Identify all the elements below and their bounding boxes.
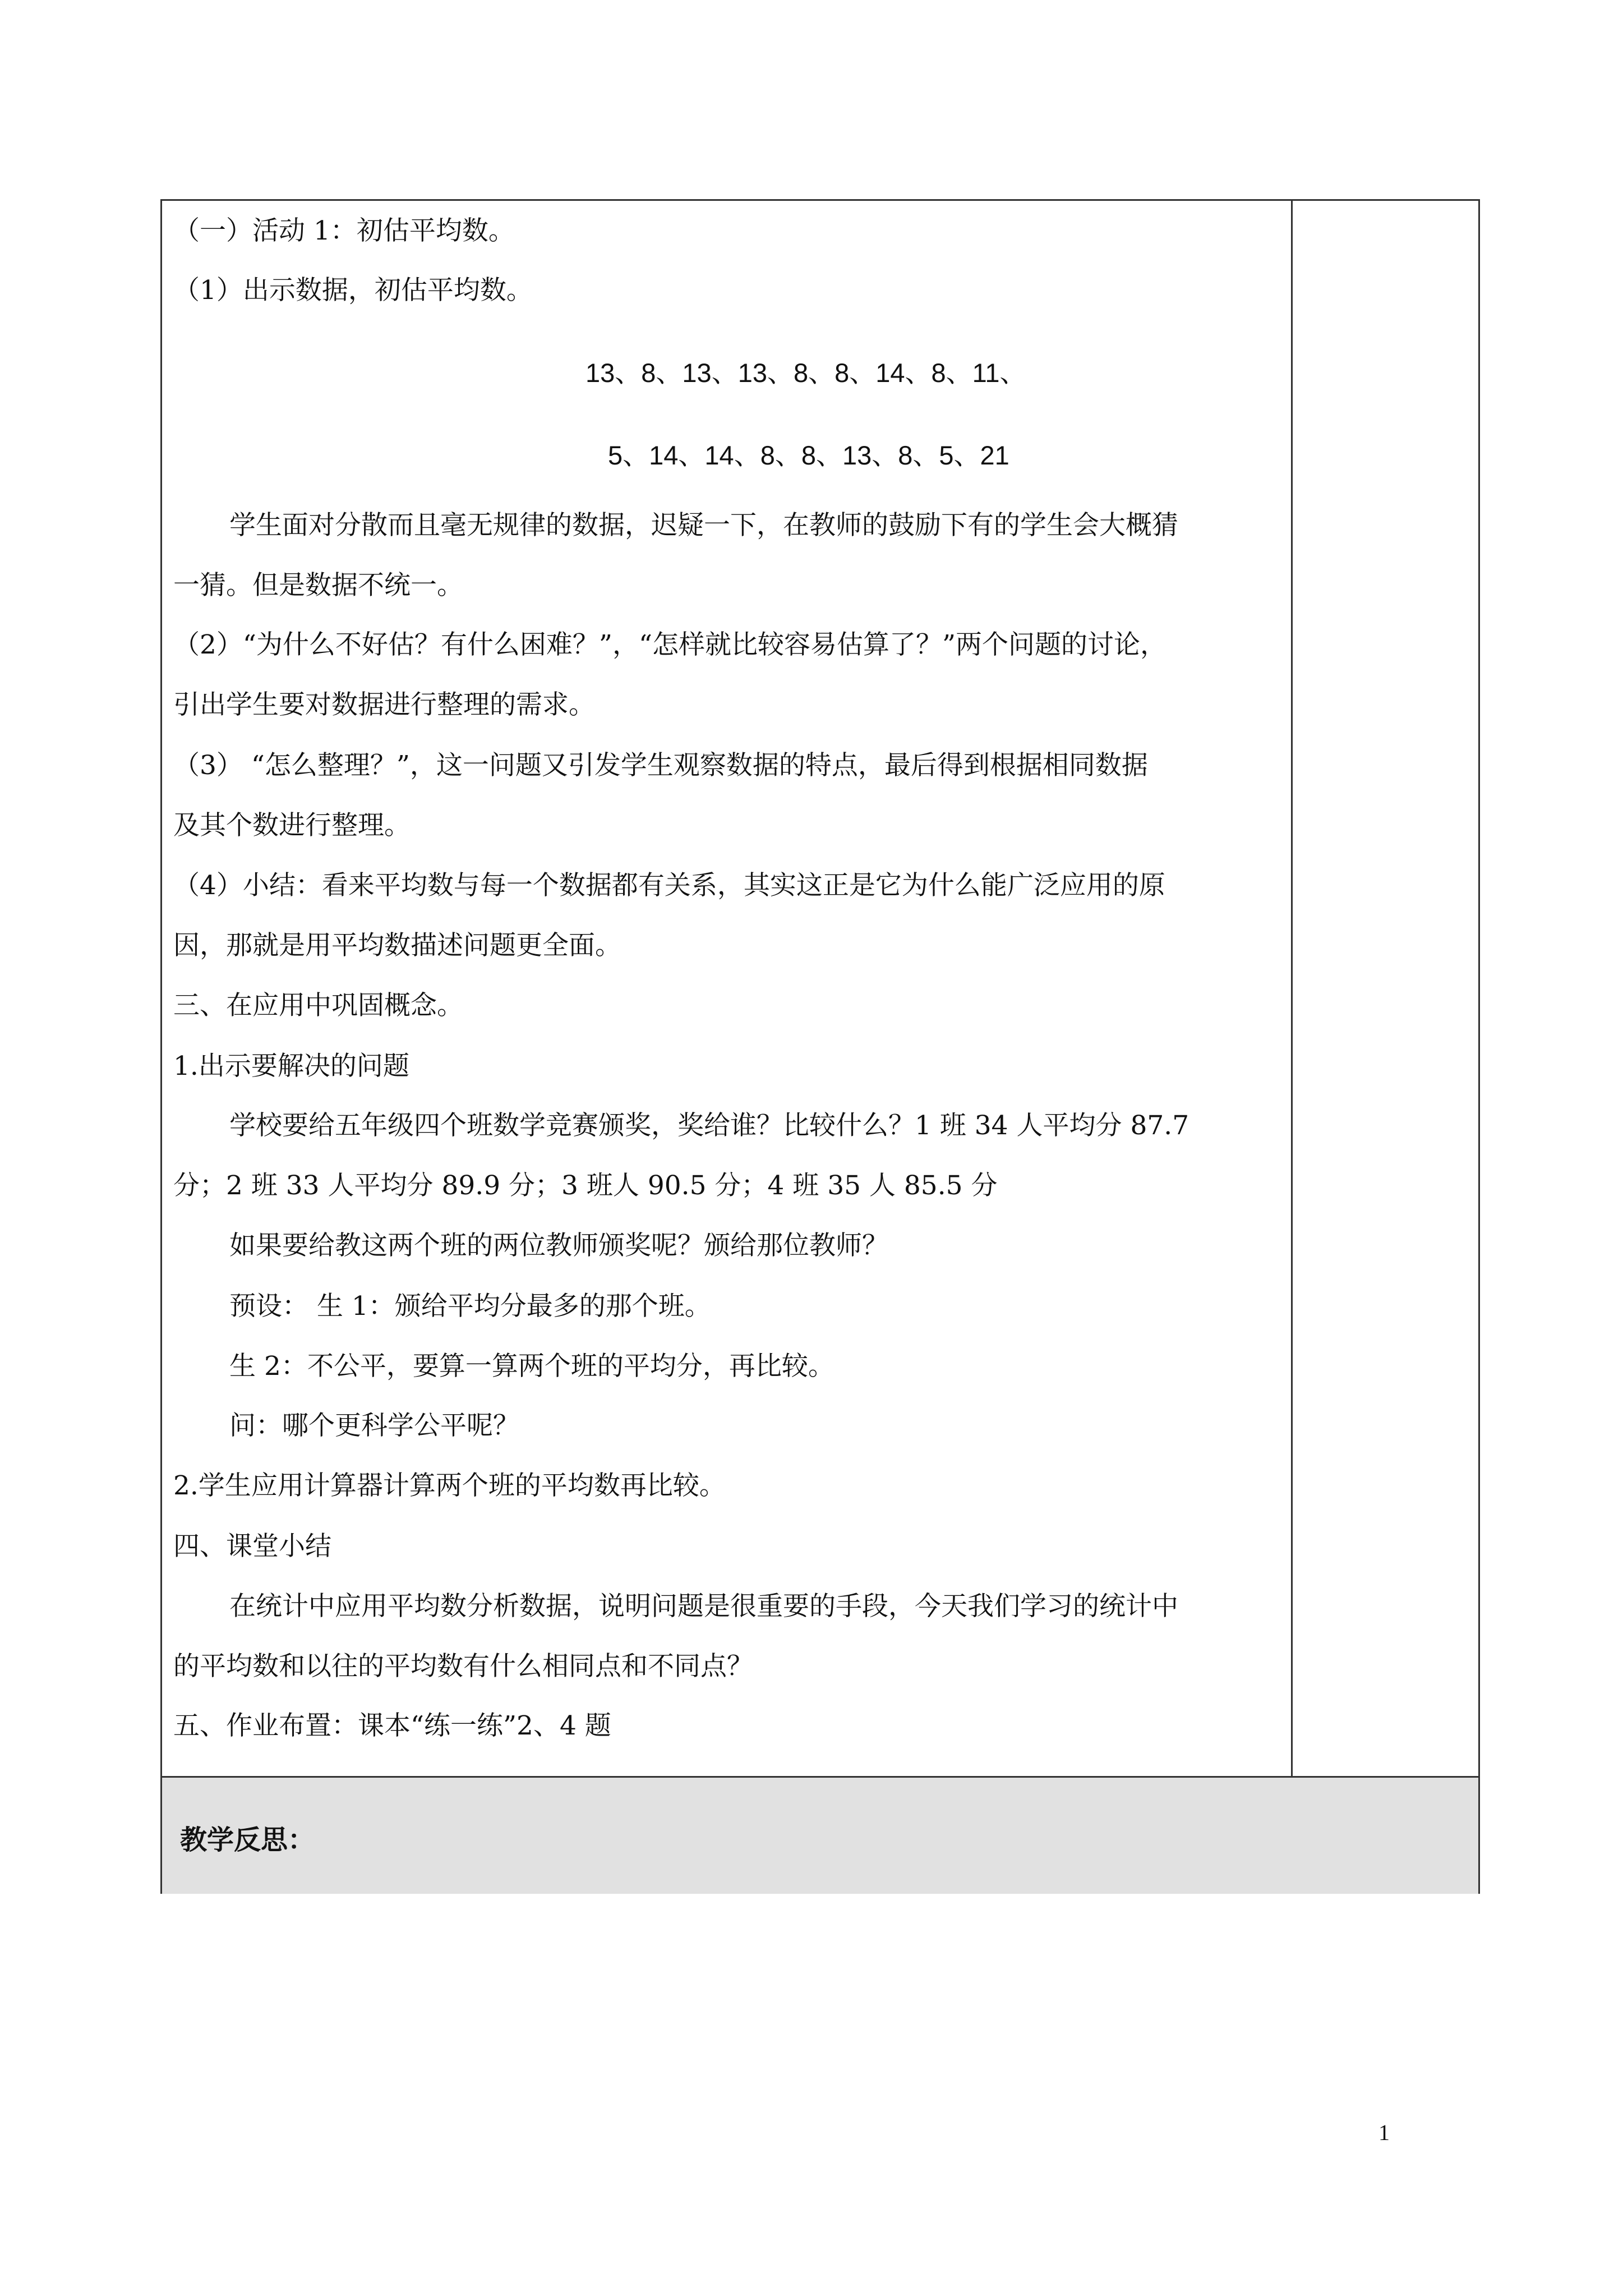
reflection-label: 教学反思： [180,1824,315,1856]
paragraph-line: 因，那就是用平均数描述问题更全面。 [173,930,621,961]
data-row-1: 13、8、13、13、8、8、14、8、11、 [585,358,1026,388]
subsection-2: 2.学生应用计算器计算两个班的平均数再比较。 [173,1470,726,1501]
paragraph-line: 生 2：不公平，要算一算两个班的平均分，再比较。 [229,1351,834,1382]
paragraph-line: 学生面对分散而且毫无规律的数据，迟疑一下，在教师的鼓励下有的学生会大概猜 [229,510,1178,541]
data-row-2: 5、14、14、8、8、13、8、5、21 [608,440,1009,470]
column-divider [1291,201,1293,1776]
subsection-1: 1.出示要解决的问题 [173,1051,409,1082]
section-heading-3: 三、在应用中巩固概念。 [173,990,463,1021]
paragraph-line: 在统计中应用平均数分析数据，说明问题是很重要的手段，今天我们学习的统计中 [229,1591,1178,1622]
paragraph-line: 学校要给五年级四个班数学竞赛颁奖，奖给谁？比较什么？1 班 34 人平均分 87.7 [229,1110,1189,1141]
paragraph-line: 及其个数进行整理。 [173,810,411,841]
page-number: 1 [1378,2120,1390,2145]
lesson-plan-table [160,199,1480,1894]
step-3: （3） “怎么整理？”，这一问题又引发学生观察数据的特点，最后得到根据相同数据 [173,750,1148,781]
paragraph-line: 如果要给教这两个班的两位教师颁奖呢？颁给那位教师？ [229,1230,888,1261]
reflection-row [162,1778,1478,1894]
paragraph-line: 问：哪个更科学公平呢？ [229,1410,519,1441]
step-4: （4）小结：看来平均数与每一个数据都有关系，其实这正是它为什么能广泛应用的原 [173,870,1165,901]
paragraph-line: 的平均数和以往的平均数有什么相同点和不同点？ [173,1651,753,1682]
step-2: （2）“为什么不好估？有什么困难？”，“怎样就比较容易估算了？”两个问题的讨论， [173,629,1167,660]
paragraph-line: 预设： 生 1：颁给平均分最多的那个班。 [229,1291,711,1322]
activity-heading: （一）活动 1：初估平均数。 [173,215,515,246]
section-heading-5: 五、作业布置：课本“练一练”2、4 题 [173,1710,611,1741]
paragraph-line: 引出学生要对数据进行整理的需求。 [173,689,595,720]
paragraph-line: 一猜。但是数据不统一。 [173,570,463,601]
step-1: （1）出示数据，初估平均数。 [173,275,533,306]
paragraph-line: 分；2 班 33 人平均分 89.9 分；3 班人 90.5 分；4 班 35 人 85.5 分 [173,1170,998,1201]
section-heading-4: 四、课堂小结 [173,1531,331,1562]
